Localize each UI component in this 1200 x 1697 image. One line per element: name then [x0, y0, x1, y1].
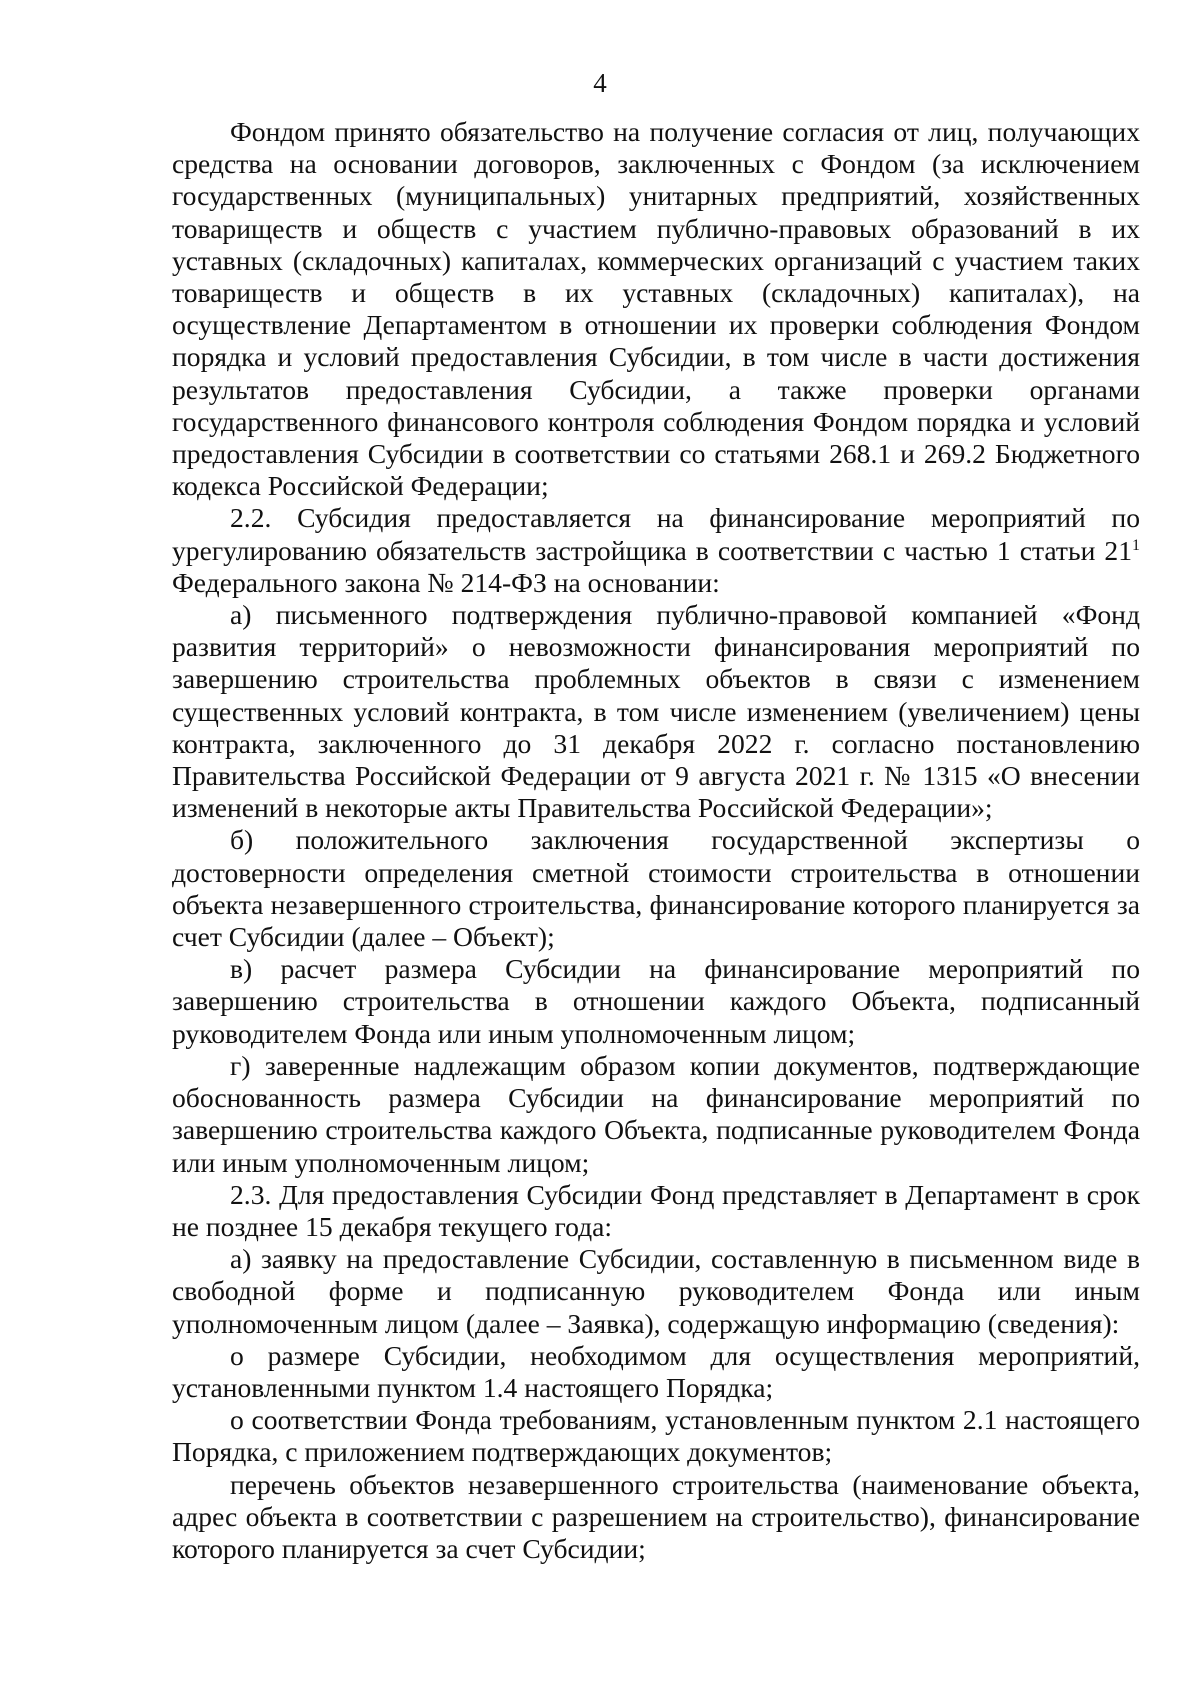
paragraph-2-2-a: а) письменного подтверждения публично-правовой компанией «Фонд развития территорий» о невозможности финансирования мероприятий по завершению строительства проблемных объектов в связи с изменением существенных условий контракта, в том числе изменением (увеличением) цены контракта, заключенного до 31 декабря 2022 г. согласно постановлению Правительства Российской Федерации от 9 августа 2021 г. № 1315 «О внесении изменений в некоторые акты Правительства Российской Федерации»;	[172, 599, 1140, 824]
paragraph-fund-compliance: о соответствии Фонда требованиям, установленным пунктом 2.1 настоящего Порядка, с приложением подтверждающих документов;	[172, 1404, 1140, 1468]
paragraph-2-2-b: б) положительного заключения государственной экспертизы о достоверности определения сметной стоимости строительства в отношении объекта незавершенного строительства, финансирование которого планируется за счет Субсидии (далее – Объект);	[172, 824, 1140, 953]
paragraph-fund-consent: Фондом принято обязательство на получение согласия от лиц, получающих средства на основании договоров, заключенных с Фондом (за исключением государственных (муниципальных) унитарных предприятий, хозяйственных товариществ и обществ с участием публично-правовых образований в их уставных (складочных) капиталах, коммерческих организаций с участием таких товариществ и обществ в их уставных (складочных) капиталах), на осуществление Департаментом в отношении их проверки соблюдения Фондом порядка и условий предоставления Субсидии, в том числе в части достижения результатов предоставления Субсидии, а также проверки органами государственного финансового контроля соблюдения Фондом порядка и условий предоставления Субсидии в соответствии со статьями 268.1 и 269.2 Бюджетного кодекса Российской Федерации;	[172, 116, 1140, 502]
paragraph-2-2	[172, 502, 1140, 566]
paragraph-2-2-v: в) расчет размера Субсидии на финансирование мероприятий по завершению строительства в отношении каждого Объекта, подписанный руководителем Фонда или иным уполномоченным лицом;	[172, 953, 1140, 1049]
document-body	[172, 116, 1140, 1565]
paragraph-objects-list: перечень объектов незавершенного строительства (наименование объекта, адрес объекта в соответствии с разрешением на строительство), финансирование которого планируется за счет Субсидии;	[172, 1468, 1140, 1564]
superscript-one: 1	[1132, 536, 1140, 554]
paragraph-subsidy-size: о размере Субсидии, необходимом для осуществления мероприятий, установленными пунктом 1.4 настоящего Порядка;	[172, 1339, 1140, 1403]
paragraph-2-2-g: г) заверенные надлежащим образом копии документов, подтверждающие обоснованность размера Субсидии на финансирование мероприятий по завершению строительства каждого Объекта, подписанные руководителем Фонда или иным уполномоченным лицом;	[172, 1049, 1140, 1178]
paragraph-2-2-text: 2.2. Субсидия предоставляется на финансирование мероприятий по урегулированию обязательств застройщика в соответствии с частью 1 статьи 21	[172, 502, 1140, 566]
paragraph-2-3-a: а) заявку на предоставление Субсидии, составленную в письменном виде в свободной форме и подписанную руководителем Фонда или иным уполномоченным лицом (далее – Заявка), содержащую информацию (сведения):	[172, 1243, 1140, 1339]
page-number: 4	[593, 68, 607, 98]
paragraph-2-3: 2.3. Для предоставления Субсидии Фонд представляет в Департамент в срок не позднее 15 декабря текущего года:	[172, 1178, 1140, 1242]
paragraph-2-2-continuation: Федерального закона № 214-ФЗ на основании:	[172, 566, 720, 598]
